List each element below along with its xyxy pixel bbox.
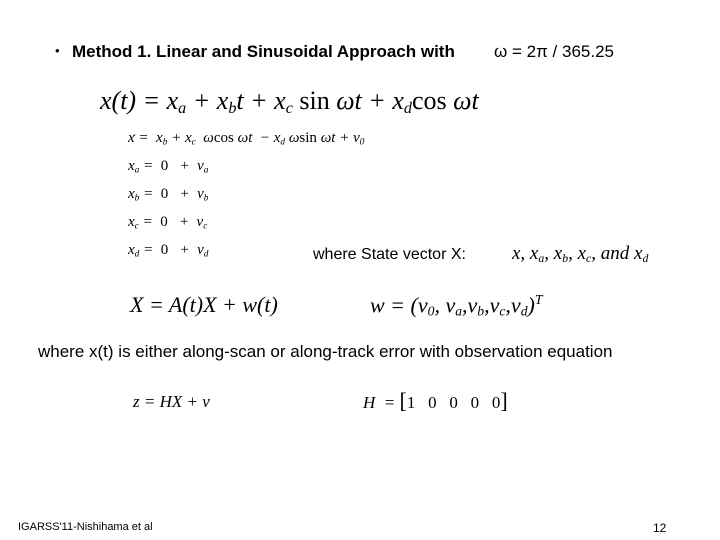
page-number: 12 <box>653 521 667 535</box>
observation-description: where x(t) is either along-scan or along-track error with observation equation <box>38 342 613 361</box>
derivative-equation-xb: $x_b = 0 + \nu_b$ <box>128 186 209 204</box>
derivative-equation-xa: $x_a = 0 + \nu_a$ <box>128 158 209 176</box>
slide-title: Method 1. Linear and Sinusoidal Approach with <box>72 42 455 61</box>
bullet: • <box>55 43 60 58</box>
omega-definition: ω = 2π / 365.25 <box>494 42 614 61</box>
state-vector-components: x, $x_a$, $x_b$, $x_c$, and $x_d$ <box>512 243 649 265</box>
model-equation: $x(t) = x_a + x_bt + x_c$ $\sin \omega t + x_d\cos$ ωt <box>100 86 479 118</box>
derivative-equation-x: $x = x_b + x_c$ ωcos $\omega t - x_d$ ωsin $\omega t + \nu_0$ <box>128 130 365 148</box>
derivative-equation-xc: $x_c = 0 + \nu_c$ <box>128 214 208 232</box>
state-vector-label: where State vector X: <box>313 246 466 263</box>
derivative-equation-xd: $x_d = 0 + \nu_d$ <box>128 242 209 260</box>
process-noise-vector: $w = (\nu_0$, $\nu_a,\nu_b,\nu_c,\nu_d)^T$ <box>370 292 543 319</box>
state-space-equation: X = A(t)X + w(t) <box>130 292 278 317</box>
observation-matrix: H = [1 0 0 0 0] <box>363 388 508 413</box>
observation-equation: z = HX + ν <box>133 392 210 411</box>
footer-citation: IGARSS'11-Nishihama et al <box>18 521 153 533</box>
